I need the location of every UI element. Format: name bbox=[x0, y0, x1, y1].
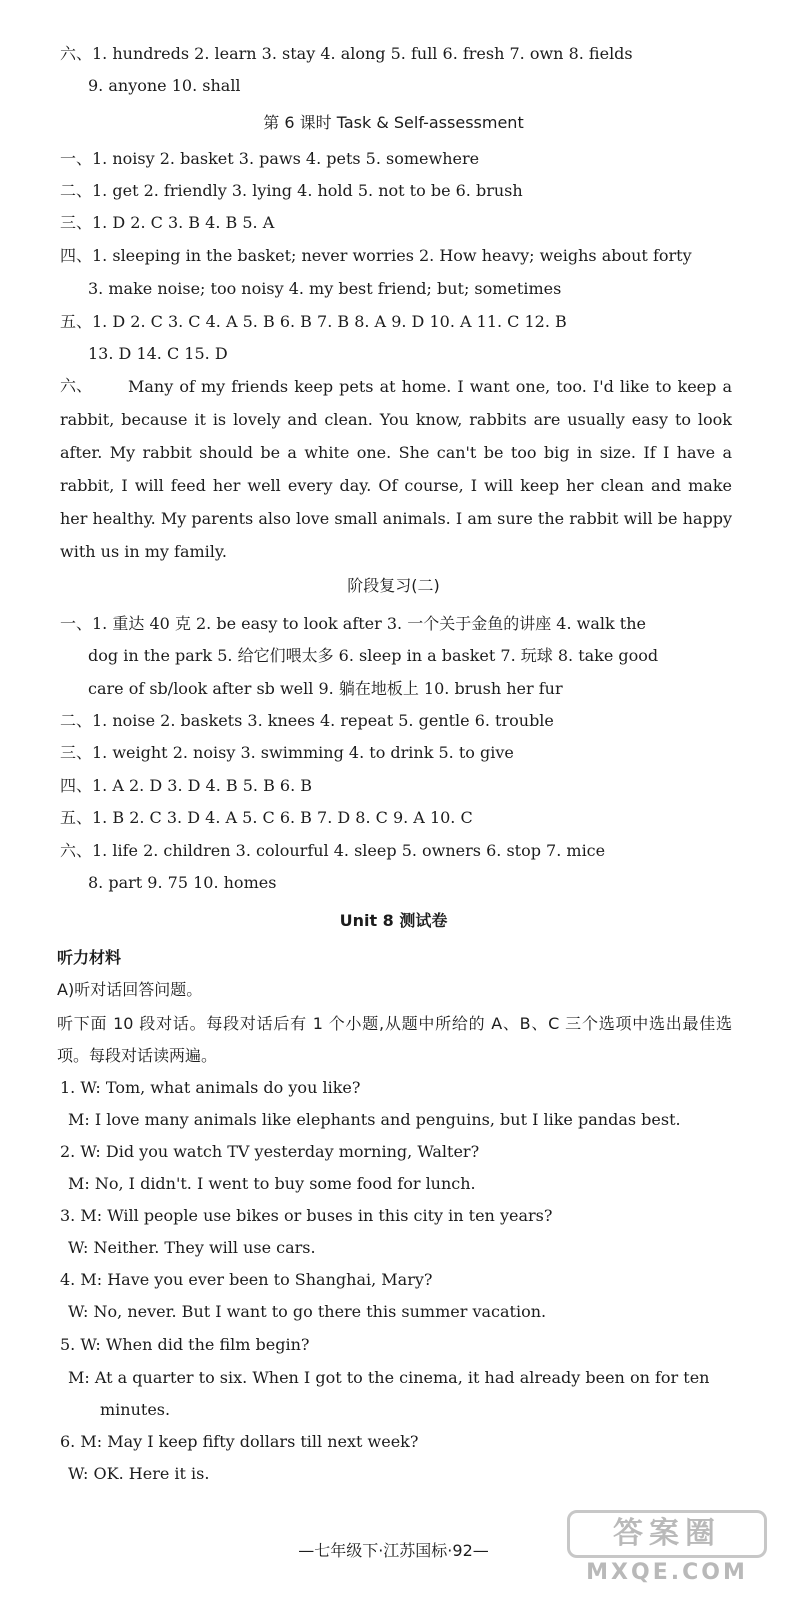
essay-label: 六、 bbox=[60, 376, 93, 395]
listening-heading: 听力材料 bbox=[57, 948, 122, 967]
essay-paragraph: Many of my friends keep pets at home. I want one, too. I'd like to keep a rabbit, because it is lovely and clean. You know, rabbits are usually easy to look after. My rabbit should be a white one. She can't be too big in size. If I have a rabbit, I will feed her well every day. Of course, I will keep her clean and make her healthy. My parents also love small animals. I am sure the rabbit will be happy with us in my family. bbox=[60, 377, 732, 561]
dialogue-line: M: I love many animals like elephants and penguins, but I like pandas best. bbox=[68, 1110, 681, 1129]
answer-line: 9. anyone 10. shall bbox=[88, 76, 241, 95]
answer-line: 8. part 9. 75 10. homes bbox=[88, 873, 277, 892]
dialogue-line: W: OK. Here it is. bbox=[68, 1464, 210, 1483]
dialogue-line: M: No, I didn't. I went to buy some food for lunch. bbox=[68, 1174, 476, 1193]
answer-line: 四、1. sleeping in the basket; never worries 2. How heavy; weighs about forty bbox=[60, 246, 692, 265]
answer-line: 三、1. weight 2. noisy 3. swimming 4. to drink 5. to give bbox=[60, 743, 514, 762]
dialogue-line: 1. W: Tom, what animals do you like? bbox=[60, 1078, 361, 1097]
dialogue-line: 2. W: Did you watch TV yesterday morning, Walter? bbox=[60, 1142, 480, 1161]
page-footer: —七年级下·江苏国标·92— bbox=[298, 1541, 489, 1560]
answer-line: 三、1. D 2. C 3. B 4. B 5. A bbox=[60, 213, 275, 232]
answer-line: 五、1. D 2. C 3. C 4. A 5. B 6. B 7. B 8. A 9. D 10. A 11. C 12. B bbox=[60, 312, 567, 331]
answer-line: 3. make noise; too noisy 4. my best friend; but; sometimes bbox=[88, 279, 562, 298]
listening-subheading: A)听对话回答问题。 bbox=[57, 980, 203, 999]
watermark-logo bbox=[567, 1510, 767, 1586]
dialogue-line: W: No, never. But I want to go there this summer vacation. bbox=[68, 1302, 547, 1321]
watermark-badge: 答案圈 bbox=[567, 1510, 767, 1558]
dialogue-line: 4. M: Have you ever been to Shanghai, Mary? bbox=[60, 1270, 433, 1289]
dialogue-line: W: Neither. They will use cars. bbox=[68, 1238, 316, 1257]
answer-line: 二、1. noise 2. baskets 3. knees 4. repeat 5. gentle 6. trouble bbox=[60, 711, 554, 730]
answer-line: 13. D 14. C 15. D bbox=[88, 344, 228, 363]
watermark-url: MXQE.COM bbox=[586, 1560, 748, 1585]
answer-line: care of sb/look after sb well 9. 躺在地板上 10. brush her fur bbox=[88, 679, 563, 698]
answer-line: 六、1. hundreds 2. learn 3. stay 4. along 5. full 6. fresh 7. own 8. fields bbox=[60, 44, 633, 63]
listening-instructions: 听下面 10 段对话。每段对话后有 1 个小题,从题中所给的 A、B、C 三个选项中选出最佳选项。每段对话读两遍。 bbox=[57, 1014, 732, 1065]
answer-line: 一、1. noisy 2. basket 3. paws 4. pets 5. somewhere bbox=[60, 149, 480, 168]
answer-line: 一、1. 重达 40 克 2. be easy to look after 3. 一个关于金鱼的讲座 4. walk the bbox=[60, 614, 646, 633]
dialogue-line: M: At a quarter to six. When I got to the cinema, it had already been on for ten bbox=[68, 1368, 710, 1387]
answer-line: 四、1. A 2. D 3. D 4. B 5. B 6. B bbox=[60, 776, 313, 795]
answer-line: 二、1. get 2. friendly 3. lying 4. hold 5. not to be 6. brush bbox=[60, 181, 523, 200]
dialogue-line: 6. M: May I keep fifty dollars till next week? bbox=[60, 1432, 419, 1451]
section-title-lesson6: 第 6 课时 Task & Self-assessment bbox=[263, 113, 524, 132]
dialogue-line: 3. M: Will people use bikes or buses in this city in ten years? bbox=[60, 1206, 553, 1225]
section-title-unit8: Unit 8 测试卷 bbox=[339, 911, 448, 930]
answer-line: dog in the park 5. 给它们喂太多 6. sleep in a basket 7. 玩球 8. take good bbox=[88, 646, 659, 665]
answer-line: 五、1. B 2. C 3. D 4. A 5. C 6. B 7. D 8. C 9. A 10. C bbox=[60, 808, 473, 827]
section-title-review2: 阶段复习(二) bbox=[347, 576, 440, 595]
dialogue-line: minutes. bbox=[100, 1400, 171, 1419]
dialogue-line: 5. W: When did the film begin? bbox=[60, 1335, 310, 1354]
answer-line: 六、1. life 2. children 3. colourful 4. sleep 5. owners 6. stop 7. mice bbox=[60, 841, 606, 860]
